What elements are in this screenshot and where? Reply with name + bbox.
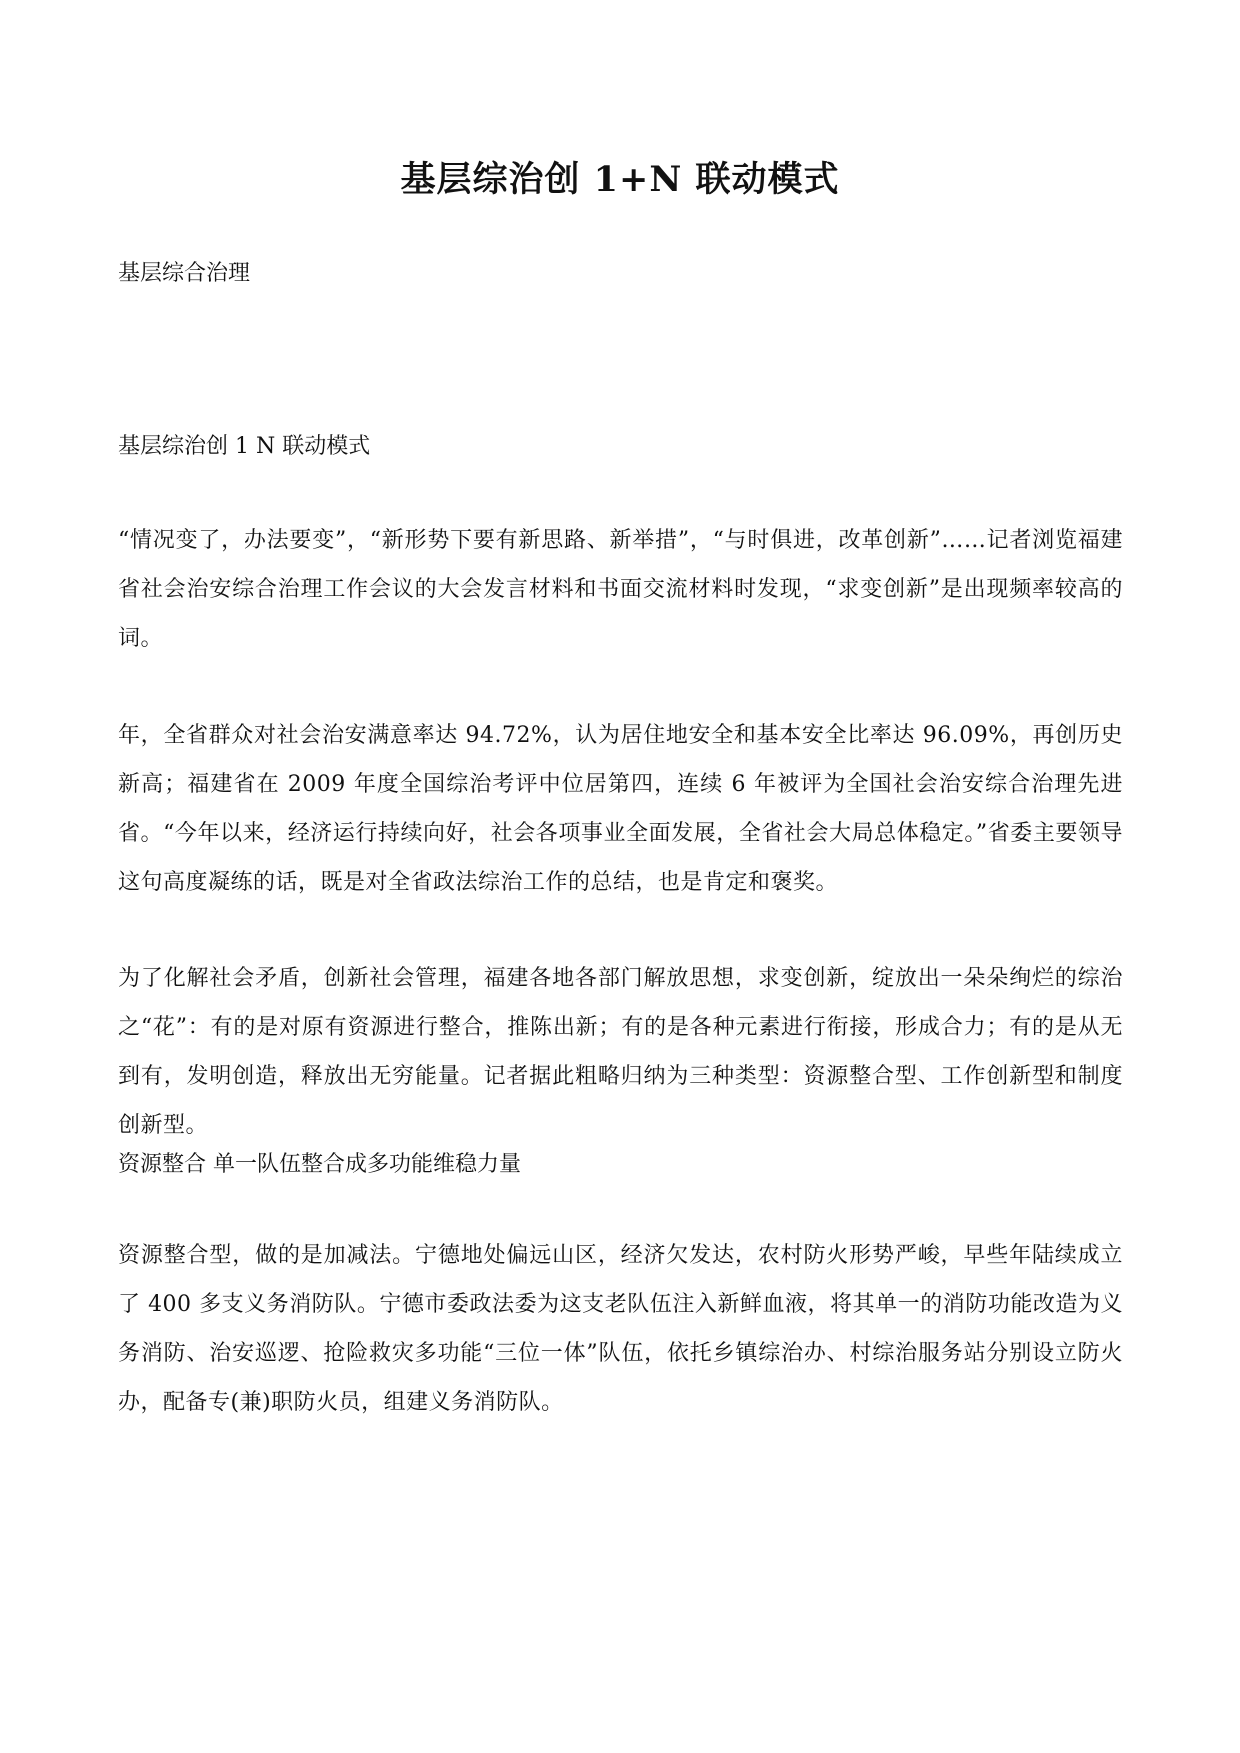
document-title: 基层综治创 1+N 联动模式 [400,159,840,200]
category-label: 基层综合治理 [118,261,251,286]
section-heading: 资源整合 单一队伍整合成多功能维稳力量 [118,1152,521,1177]
section-paragraph-1: 资源整合型，做的是加减法。宁德地处偏远山区，经济欠发达，农村防火形势严峻，早些年陆续成立了 400 多支义务消防队。宁德市委政法委为这支老队伍注入新鲜血液，将其单一的消防功能改造为义务消防、治安巡逻、抢险救灾多功能“三位一体”队伍，依托乡镇综治办、村综治服务站分别设立防火办，配备专(兼)职防火员，组建义务消防队。 [118,1243,1123,1415]
paragraph-1: “情况变了，办法要变”，“新形势下要有新思路、新举措”，“与时俱进，改革创新”……记者浏览福建省社会治安综合治理工作会议的大会发言材料和书面交流材料时发现，“求变创新”是出现频率较高的词。 [118,528,1123,651]
article-subtitle: 基层综治创 1 N 联动模式 [118,434,371,459]
paragraph-3: 为了化解社会矛盾，创新社会管理，福建各地各部门解放思想，求变创新，绽放出一朵朵绚烂的综治之“花”：有的是对原有资源进行整合，推陈出新；有的是各种元素进行衔接，形成合力；有的是从无到有，发明创造，释放出无穷能量。记者据此粗略归纳为三种类型：资源整合型、工作创新型和制度创新型。 [118,966,1123,1138]
paragraph-2: 年，全省群众对社会治安满意率达 94.72%，认为居住地安全和基本安全比率达 96.09%，再创历史新高；福建省在 2009 年度全国综治考评中位居第四，连续 6 年被评为全国社会治安综合治理先进省。“今年以来，经济运行持续向好，社会各项事业全面发展，全省社会大局总体稳定。”省委主要领导这句高度凝练的话，既是对全省政法综治工作的总结，也是肯定和褒奖。 [118,723,1123,895]
